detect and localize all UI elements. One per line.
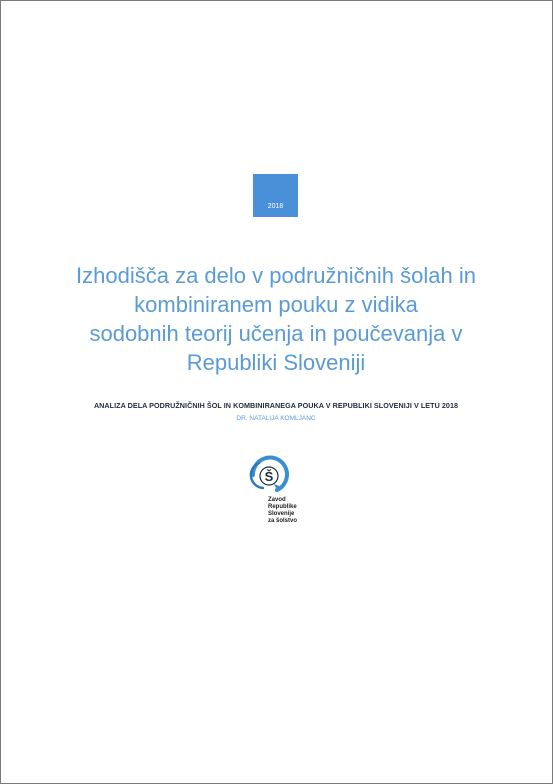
- title-line-4: Republiki Sloveniji: [186, 350, 366, 375]
- logo-text: [268, 497, 297, 525]
- title-line-1: Izhodišča za delo v podružničnih šolah in: [76, 263, 476, 288]
- logo-line-2: Republike: [268, 504, 297, 510]
- year-box: [253, 174, 298, 217]
- zrss-logo: [247, 453, 317, 533]
- title-line-3: sodobnih teorij učenja in poučevanja v: [89, 321, 463, 346]
- title-line-2: kombiniranem pouku z vidika: [134, 292, 418, 317]
- year-label: 2018: [267, 203, 284, 210]
- document-title: [41, 261, 511, 377]
- document-subtitle: ANALIZA DELA PODRUŽNIČNIH ŠOL IN KOMBINIRANEGA POUKA V REPUBLIKI SLOVENIJI V LETU 2018: [93, 401, 459, 410]
- zrss-logo-icon: [247, 453, 295, 497]
- logo-line-4: za šolstvo: [268, 518, 298, 524]
- logo-line-1: Zavod: [268, 497, 286, 503]
- logo-line-3: Slovenije: [268, 511, 295, 517]
- logo-letter: Š: [264, 469, 274, 484]
- document-author: DR. NATALIJA KOMLJANC: [236, 415, 316, 422]
